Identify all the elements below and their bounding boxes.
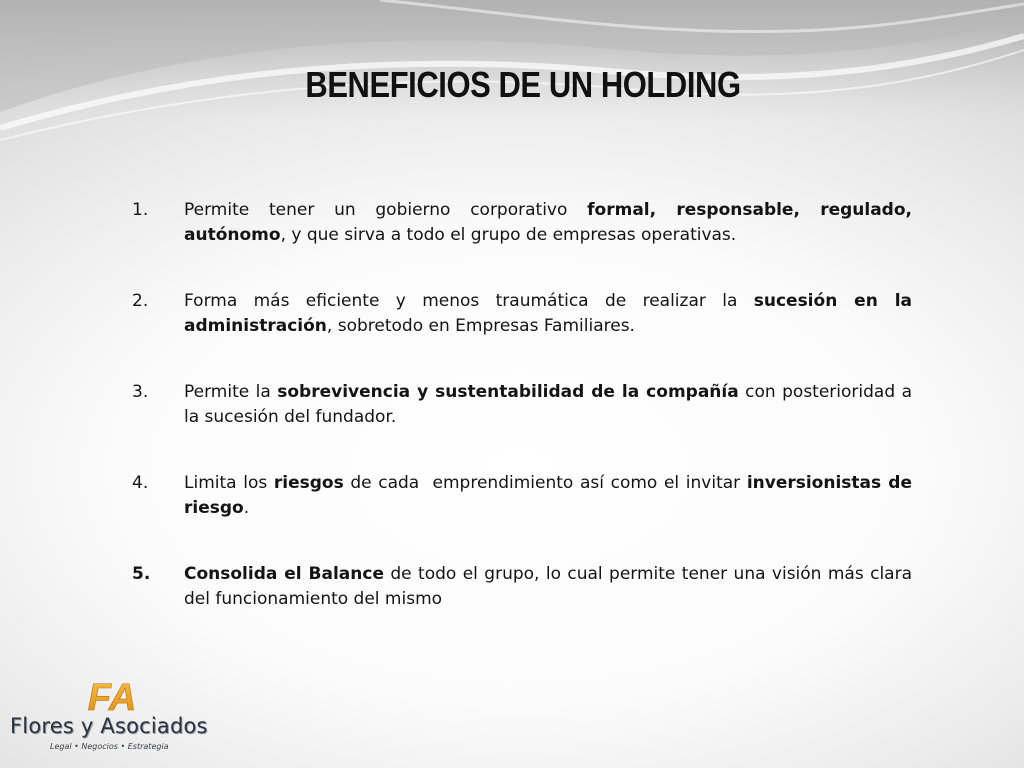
item-text: Limita los [184,473,274,493]
item-emphasis: inversionistas de riesgo [184,473,912,518]
item-text: Permite la [184,382,278,402]
item-text: Permite tener un gobierno corporativo [184,200,588,220]
item-emphasis: sobrevivencia y sustentabilidad de la compañía [277,382,739,402]
list-item [132,562,912,612]
item-number: 5. [132,564,151,584]
item-text: , y que sirva a todo el grupo de empresas operativas. [280,225,737,245]
list-item [132,471,912,521]
list-item [132,380,912,430]
item-text: , sobretodo en Empresas Familiares. [326,316,635,336]
logo-mark-text: FA [87,677,137,716]
item-text: con posterioridad a la sucesión del fundador. [184,382,912,427]
logo-name: Flores y Asociados [10,714,208,738]
slide-title: BENEFICIOS DE UN HOLDING [305,64,741,105]
item-emphasis: formal, responsable, regulado, autónomo [184,200,912,245]
item-emphasis: sucesión en la administración [184,291,912,336]
item-number: 4. [132,473,149,493]
item-text: de cada emprendimiento así como el invitar [343,473,747,493]
list-item [132,198,912,248]
company-logo [10,676,210,756]
logo-tagline: Legal • Negocios • Estrategia [50,742,169,751]
item-text: Forma más eficiente y menos traumática de realizar la [184,291,754,311]
item-number: 3. [132,382,149,402]
item-emphasis: riesgos [273,473,344,493]
item-text: de todo el grupo, lo cual permite tener una visión más clara del funcionamiento del mismo [184,564,912,609]
fa-logo-mark [82,676,142,716]
item-number: 2. [132,291,149,311]
item-emphasis: Consolida el Balance [184,564,384,584]
list-item [132,289,912,339]
benefits-list [132,198,912,653]
item-text: . [243,498,250,518]
item-number: 1. [132,200,149,220]
